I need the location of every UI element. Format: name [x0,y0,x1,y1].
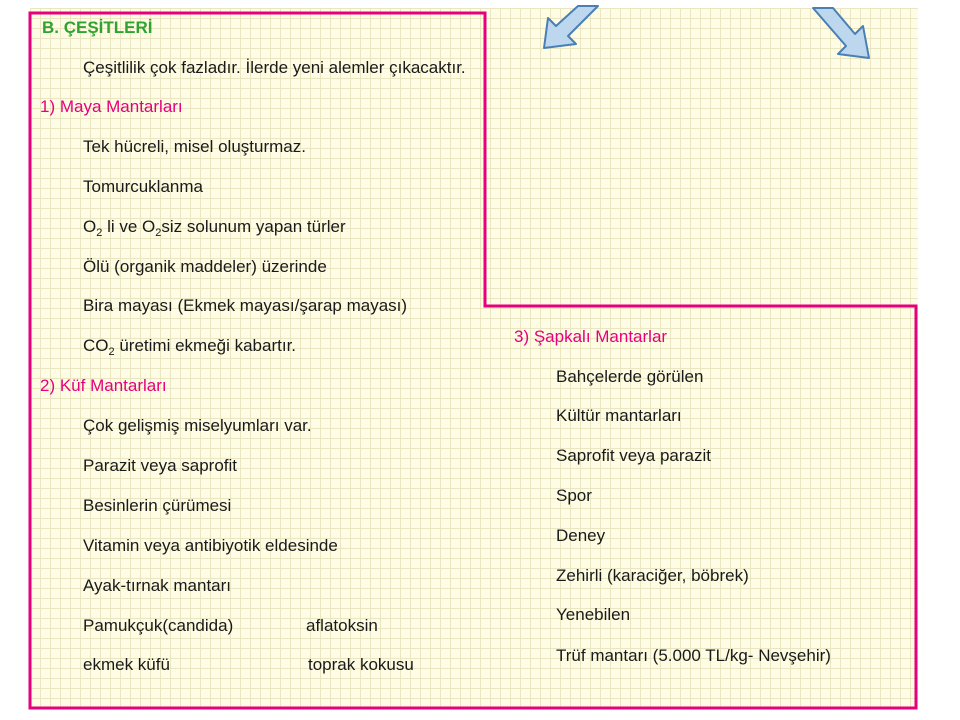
maya-item: Ölü (organik maddeler) üzerinde [83,257,327,276]
kuf-item: Çok gelişmiş miselyumları var. [83,416,312,435]
o2-symbol: O [83,217,97,236]
kuf-item-toprak-kokusu: toprak kokusu [308,655,414,674]
sapkali-item: Spor [556,486,592,505]
kuf-item: Parazit veya saprofit [83,456,238,475]
kuf-item-aflatoksin: aflatoksin [306,616,378,635]
co2-end-text: üretimi ekmeği kabartır. [114,336,297,355]
intro-text: Çeşitlilik çok fazladır. İlerde yeni alemler çıkacaktır. [83,58,466,77]
o2-end-text: siz solunum yapan türler [161,217,346,236]
maya-item-co2 [83,336,296,356]
o2-subscript-2: 2 [155,227,162,239]
o2-mid-text: li ve O [102,217,156,236]
maya-item: Tek hücreli, misel oluşturmaz. [83,137,306,156]
kuf-item: Vitamin veya antibiyotik eldesinde [83,536,338,555]
sapkali-item: Bahçelerde görülen [556,367,704,386]
kuf-item-candida: Pamukçuk(candida) [83,616,234,635]
sapkali-item: Saprofit veya parazit [556,446,711,465]
maya-item: Tomurcuklanma [83,177,203,196]
maya-heading: 1) Maya Mantarları [40,97,183,116]
section-title: B. ÇEŞİTLERİ [42,18,153,37]
maya-item-oxygen [83,217,346,237]
maya-item: Bira mayası (Ekmek mayası/şarap mayası) [83,296,408,315]
kuf-item: Besinlerin çürümesi [83,496,232,515]
co2-symbol: CO [83,336,109,355]
sapkali-item: Trüf mantarı (5.000 TL/kg- Nevşehir) [556,646,831,665]
sapkali-item: Zehirli (karaciğer, böbrek) [556,566,749,585]
kuf-item-ekmek-kufu: ekmek küfü [83,655,170,674]
kuf-heading: 2) Küf Mantarları [40,376,167,395]
sapkali-item: Yenebilen [556,605,631,624]
co2-subscript: 2 [108,346,115,358]
sapkali-item: Kültür mantarları [556,406,682,425]
kuf-item: Ayak-tırnak mantarı [83,576,232,595]
o2-subscript: 2 [96,227,103,239]
sapkali-item: Deney [556,526,606,545]
sapkali-heading: 3) Şapkalı Mantarlar [514,327,668,346]
